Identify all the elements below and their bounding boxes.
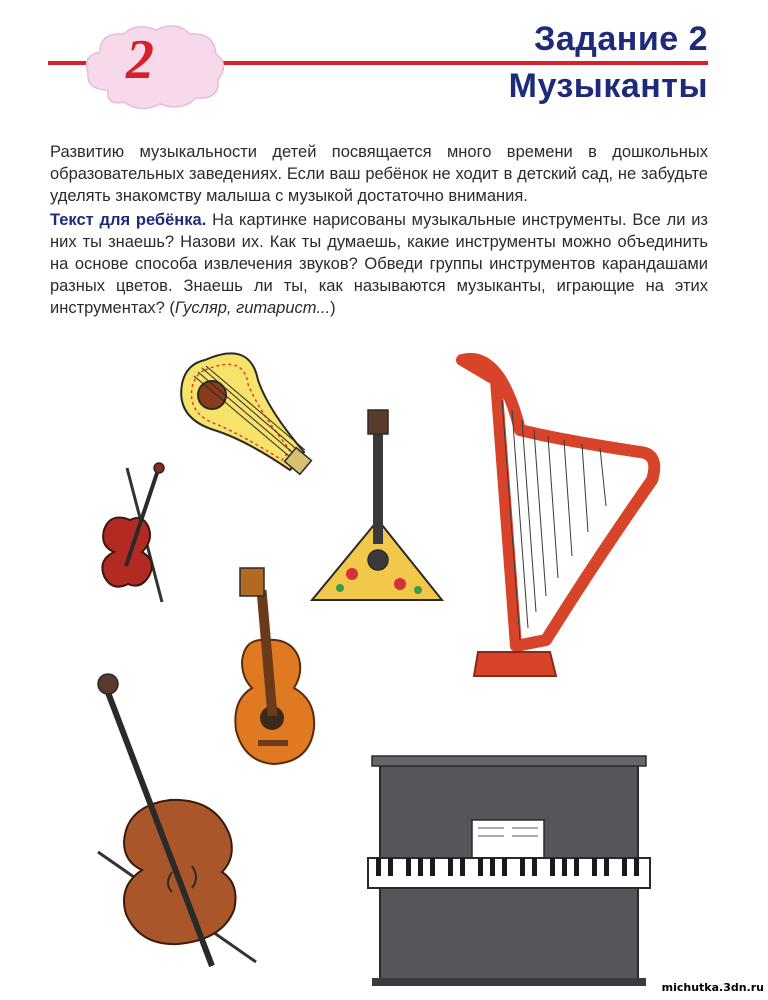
task-subtitle: Музыканты xyxy=(508,67,708,105)
guitar-illustration xyxy=(235,568,314,764)
violin-illustration xyxy=(102,463,164,602)
child-paragraph xyxy=(50,209,708,319)
child-text-body: На картинке нарисованы музыкальные инструменты. Все ли из них ты знаешь? Назови их. Как ты думаешь, какие инструменты можно объединить на основе способа извлечения звуков? Обведи группы инструментов карандашами разных цветов. Знаешь ли ты, как называются музыканты, играющие на этих инструментах? ( xyxy=(50,211,709,317)
piano-illustration xyxy=(368,756,650,986)
child-text-label: Текст для ребёнка. xyxy=(50,211,207,229)
cello-illustration xyxy=(98,674,256,966)
child-text-closing: ) xyxy=(330,299,336,317)
task-title: Задание 2 xyxy=(534,20,708,58)
gusli-illustration xyxy=(181,353,311,474)
task-number: 2 xyxy=(126,29,154,91)
instruments-illustration xyxy=(0,330,768,990)
intro-paragraph: Развитию музыкальности детей посвящается много времени в дошкольных образовательных заведениях. Если ваш ребёнок не ходит в детский сад, не забудьте уделять знакомству малыша с музыкой достаточно внимания. xyxy=(50,143,708,205)
balalaika-illustration xyxy=(312,410,442,600)
watermark: michutka.3dn.ru xyxy=(661,981,764,994)
harp-illustration xyxy=(462,359,654,676)
answer-hint: Гусляр, гитарист... xyxy=(174,299,331,317)
